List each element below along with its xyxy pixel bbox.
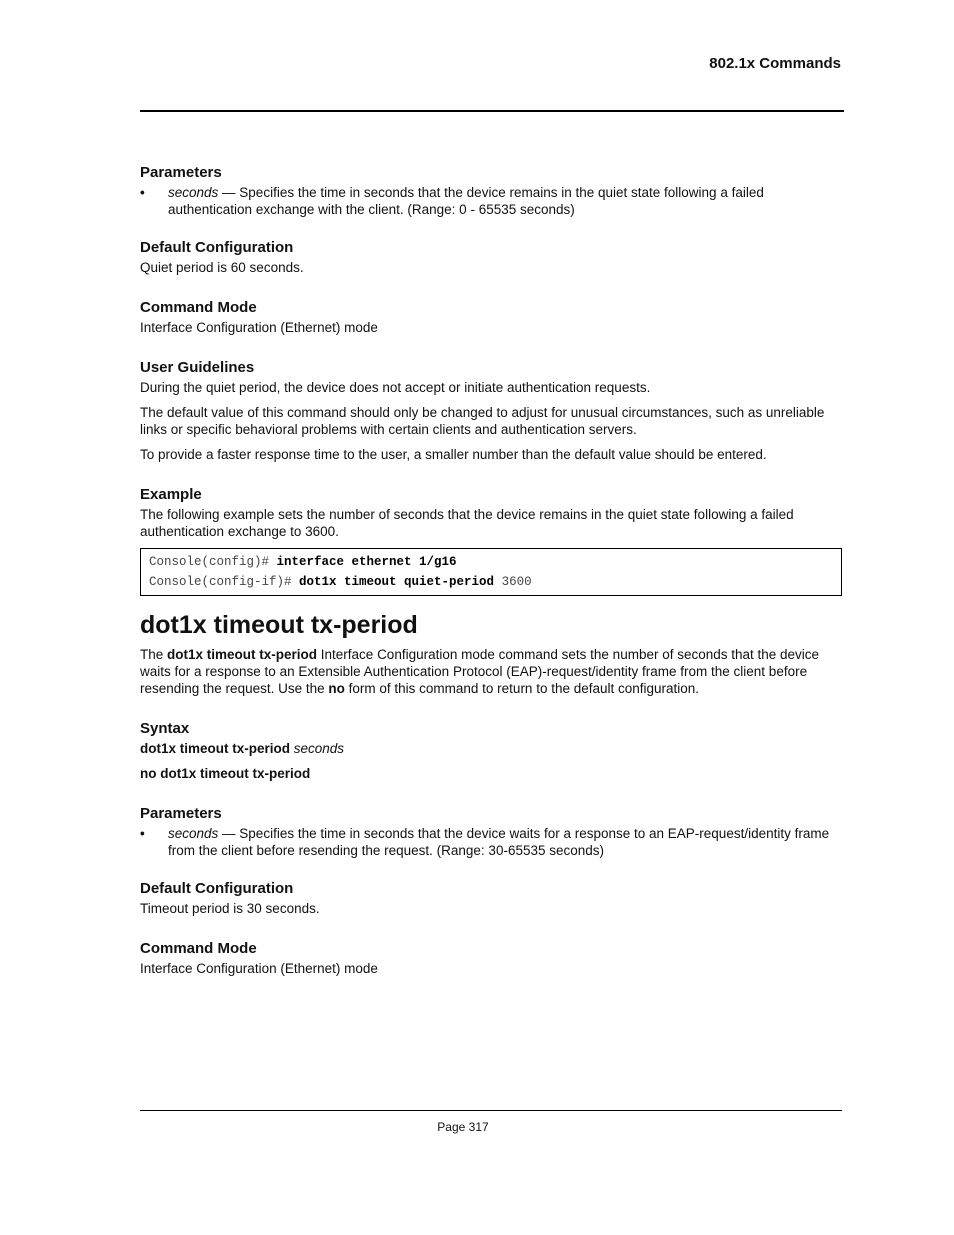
intro-no-keyword: no <box>328 681 345 696</box>
command-mode-text: Interface Configuration (Ethernet) mode <box>140 320 378 335</box>
syntax-line: dot1x timeout tx-period seconds <box>140 741 345 756</box>
code-argument: 3600 <box>494 575 532 589</box>
param-name: seconds <box>168 826 219 841</box>
header-rule <box>140 110 844 112</box>
command-title: dot1x timeout tx-period <box>140 611 418 639</box>
parameter-item <box>140 184 842 218</box>
intro-command: dot1x timeout tx-period <box>167 647 318 662</box>
code-prompt: Console(config)# <box>149 555 277 569</box>
page-content <box>140 163 842 985</box>
default-config-heading: Default Configuration <box>140 880 294 897</box>
command-intro: The dot1x timeout tx-period Interface Configuration mode command sets the number of seconds that the device waits for a response to an Extensible Authentication Protocol (EAP)-request/identity frame from the client before resending the request. Use the no form of this command to return to the default configuration. <box>140 647 820 696</box>
default-config-heading: Default Configuration <box>140 239 294 256</box>
parameter-item <box>140 825 842 859</box>
user-guidelines-heading: User Guidelines <box>140 359 255 376</box>
default-config-text: Quiet period is 60 seconds. <box>140 260 304 275</box>
chapter-header: 802.1x Commands <box>709 55 841 72</box>
example-text: The following example sets the number of seconds that the device remains in the quiet state following a failed authentication exchange to 3600. <box>140 507 794 539</box>
param-name: seconds <box>168 185 219 200</box>
code-example <box>140 548 842 596</box>
guideline-paragraph: During the quiet period, the device does not accept or initiate authentication requests. <box>140 380 651 395</box>
parameters-heading: Parameters <box>140 805 222 822</box>
default-config-text: Timeout period is 30 seconds. <box>140 901 320 916</box>
param-description: — Specifies the time in seconds that the device waits for a response to an EAP-request/identity frame from the client before resending the request. (Range: 30-65535 seconds) <box>168 826 830 858</box>
command-mode-heading: Command Mode <box>140 299 257 316</box>
guideline-paragraph: To provide a faster response time to the user, a smaller number than the default value should be entered. <box>140 447 767 462</box>
code-command: interface ethernet 1/g16 <box>276 555 457 569</box>
code-command: dot1x timeout quiet-period <box>299 575 495 589</box>
param-description: — Specifies the time in seconds that the device remains in the quiet state following a failed authentication exchange with the client. (Range: 0 - 65535 seconds) <box>168 185 764 217</box>
bullet-icon: • <box>140 826 145 841</box>
bullet-icon: • <box>140 185 145 200</box>
code-line <box>149 572 833 592</box>
syntax-argument: seconds <box>290 741 345 756</box>
command-mode-text: Interface Configuration (Ethernet) mode <box>140 961 378 976</box>
guideline-paragraph: The default value of this command should only be changed to adjust for unusual circumstances, such as unreliable links or specific behavioral problems with certain clients and authentication servers. <box>140 405 825 437</box>
parameters-heading: Parameters <box>140 164 222 181</box>
code-prompt: Console(config-if)# <box>149 575 300 589</box>
page-number: Page 317 <box>437 1120 489 1134</box>
syntax-no-line: no dot1x timeout tx-period <box>140 766 311 781</box>
syntax-heading: Syntax <box>140 720 190 737</box>
example-heading: Example <box>140 486 202 503</box>
command-mode-heading: Command Mode <box>140 940 257 957</box>
footer-rule <box>140 1110 842 1111</box>
code-line <box>149 552 833 572</box>
